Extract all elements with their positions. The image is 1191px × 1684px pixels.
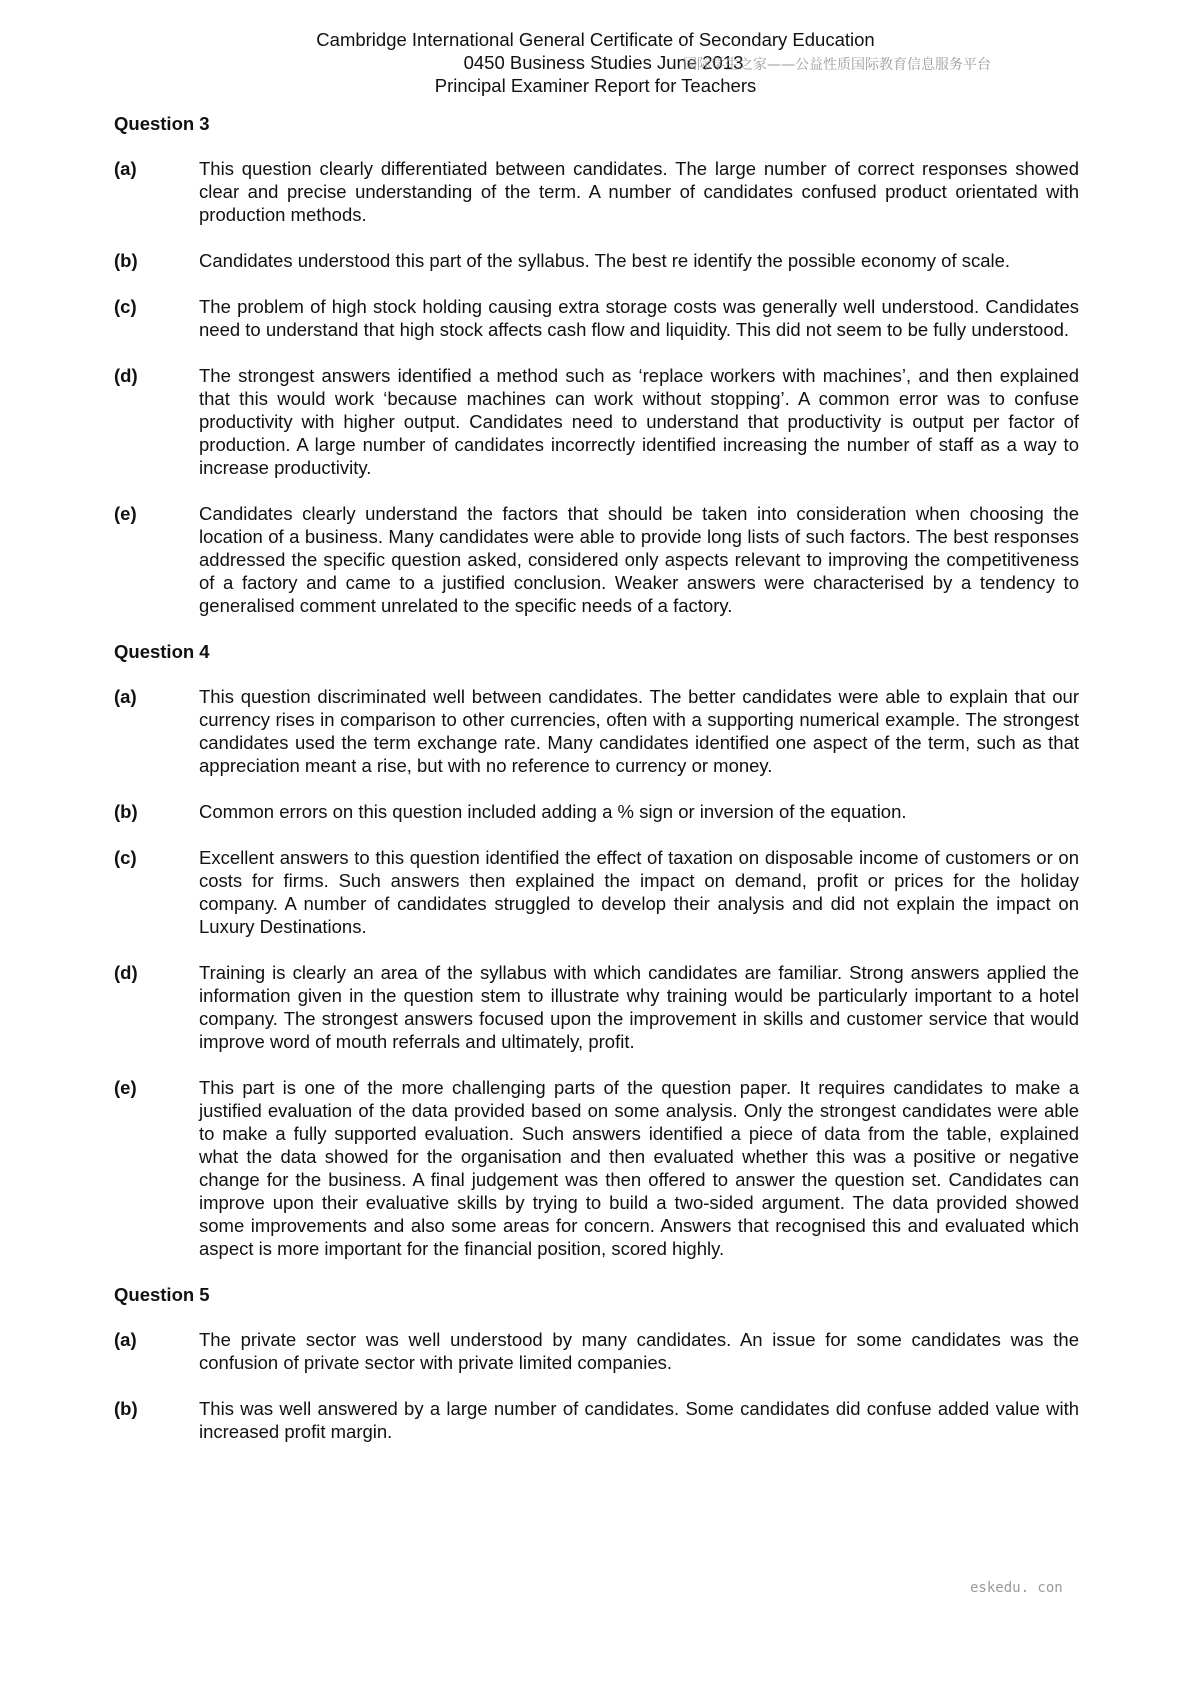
part-text: Candidates understood this part of the syllabus. The best re identify the possible economy of scale. [199, 250, 1011, 271]
question-part [114, 157, 1084, 226]
part-label: (b) [114, 1398, 138, 1419]
part-text: Candidates clearly understand the factors that should be taken into consideration when choosing the location of a business. Many candidates were able to provide long lists of such factors. The best responses addressed the specific question asked, considered only aspects relevant to improving the competitiveness of a factory and came to a justified conclusion. Weaker answers were characterised by a tendency to generalised comment unrelated to the specific needs of a factory. [199, 503, 1079, 616]
question-title: Question 5 [114, 1284, 210, 1305]
part-text: This question discriminated well between candidates. The better candidates were able to explain that our currency rises in comparison to other currencies, often with a supporting numerical example. The strongest candidates used the term exchange rate. Many candidates identified one aspect of the term, such as that appreciation meant a rise, but with no reference to currency or money. [199, 686, 1079, 776]
part-text: The strongest answers identified a method such as ‘replace workers with machines’, and then explained that this would work ‘because machines can work without stopping’. A common error was to confuse productivity with higher output. Candidates need to understand that productivity is output per factor of production. A large number of candidates incorrectly identified increasing the number of staff as a way to increase productivity. [199, 365, 1079, 478]
part-text: This part is one of the more challenging parts of the question paper. It requires candidates to make a justified evaluation of the data provided based on some analysis. Only the strongest candidates were able to make a fully supported evaluation. Such answers identified a piece of data from the table, explained what the data showed for the organisation and then evaluated whether this was a positive or negative change for the business. A final judgement was then offered to answer the question set. Candidates can improve upon their evaluative skills by trying to build a two-sided argument. The data provided showed some improvements and also some areas for concern. Answers that recognised this and evaluated which aspect is more important for the financial position, scored highly. [199, 1077, 1079, 1259]
part-label: (b) [114, 250, 138, 271]
header-line-2: 0450 Business Studies June 2013 [463, 52, 744, 73]
question-part [114, 846, 1084, 938]
part-label: (e) [114, 1077, 137, 1098]
question-part [114, 961, 1084, 1053]
part-label: (d) [114, 962, 138, 983]
part-label: (a) [114, 1329, 137, 1350]
question-part [114, 1397, 1084, 1443]
part-text: The problem of high stock holding causing extra storage costs was generally well understood. Candidates need to understand that high stock affects cash flow and liquidity. This did not seem to be fully understood. [199, 296, 1079, 340]
header-line-1: Cambridge International General Certificate of Secondary Education [316, 29, 875, 50]
part-label: (c) [114, 296, 137, 317]
question-part [114, 1076, 1084, 1260]
part-text: Common errors on this question included adding a % sign or inversion of the equation. [199, 801, 907, 822]
question-part [114, 502, 1084, 617]
header-line-3: Principal Examiner Report for Teachers [434, 75, 757, 96]
part-text: Excellent answers to this question identified the effect of taxation on disposable income of customers or on costs for firms. Such answers then explained the impact on demand, profit or prices for the holiday company. A number of candidates struggled to develop their analysis and did not explain the impact on Luxury Destinations. [199, 847, 1079, 937]
part-label: (e) [114, 503, 137, 524]
footer-watermark: eskedu. con [970, 1580, 1063, 1596]
part-label: (d) [114, 365, 138, 386]
question-part [114, 364, 1084, 479]
part-label: (c) [114, 847, 137, 868]
question-part [114, 685, 1084, 777]
part-label: (a) [114, 158, 137, 179]
part-text: The private sector was well understood by many candidates. An issue for some candidates was the confusion of private sector with private limited companies. [199, 1329, 1079, 1373]
page-header [0, 28, 1191, 97]
part-text: This was well answered by a large number of candidates. Some candidates did confuse added value with increased profit margin. [199, 1398, 1079, 1442]
question-section [114, 112, 1084, 617]
part-text: This question clearly differentiated between candidates. The large number of correct responses showed clear and precise understanding of the term. A number of candidates confused product orientated with production methods. [199, 158, 1079, 225]
part-label: (b) [114, 801, 138, 822]
question-title: Question 4 [114, 641, 210, 662]
question-section [114, 640, 1084, 1260]
part-text: Training is clearly an area of the syllabus with which candidates are familiar. Strong answers applied the information given in the question stem to illustrate why training would be particularly important to a hotel company. The strongest answers focused upon the improvement in skills and customer service that would improve word of mouth referrals and ultimately, profit. [199, 962, 1079, 1052]
report-body [114, 112, 1084, 1466]
question-part [114, 800, 1084, 823]
question-part [114, 249, 1084, 272]
question-part [114, 1328, 1084, 1374]
question-part [114, 295, 1084, 341]
question-title: Question 3 [114, 113, 210, 134]
watermark-text: 国际学生之家——公益性质国际教育信息服务平台 [683, 57, 991, 73]
question-section [114, 1283, 1084, 1443]
part-label: (a) [114, 686, 137, 707]
